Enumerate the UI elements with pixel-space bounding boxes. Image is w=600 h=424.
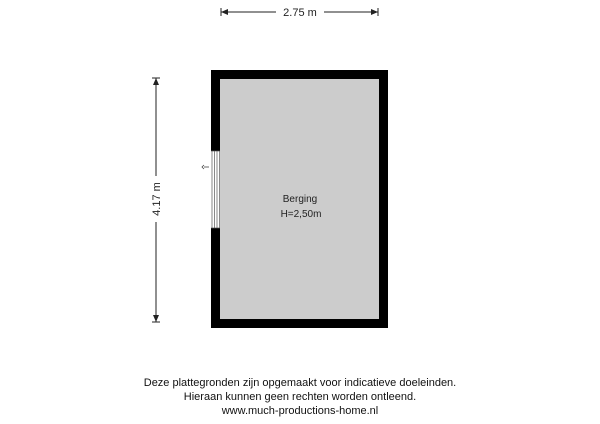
- entry-arrow-icon: [202, 165, 209, 169]
- height-dimension: [149, 78, 163, 322]
- disclaimer-line-2: Hieraan kunnen geen rechten worden ontleend.: [183, 391, 417, 403]
- width-dimension: [221, 5, 378, 19]
- disclaimer-website: www.much-productions-home.nl: [221, 405, 379, 417]
- height-label: 4.17 m: [151, 182, 163, 216]
- disclaimer: [0, 376, 600, 418]
- room-name: Berging: [282, 194, 318, 205]
- room-berging: [202, 70, 388, 328]
- width-label: 2.75 m: [283, 7, 317, 19]
- room-height: H=2,50m: [280, 209, 322, 220]
- disclaimer-line-1: Deze plattegronden zijn opgemaakt voor indicatieve doeleinden.: [143, 377, 457, 389]
- door-opening: [211, 151, 220, 228]
